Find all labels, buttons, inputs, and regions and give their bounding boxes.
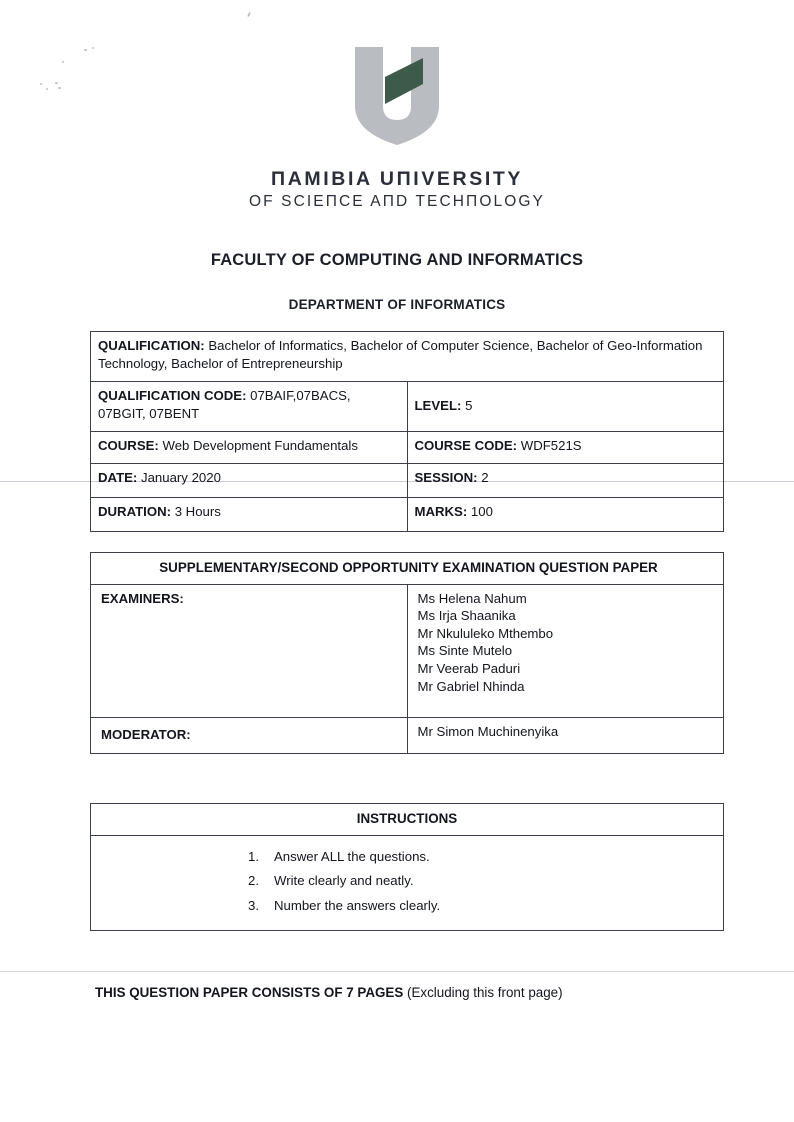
marks-label: MARKS: bbox=[414, 504, 468, 519]
list-item bbox=[98, 869, 716, 894]
list-item: Mr Gabriel Nhinda bbox=[417, 678, 525, 694]
table-row bbox=[91, 382, 724, 432]
qualification-value: Bachelor of Informatics, Bachelor of Computer Science, Bachelor of Geo-Information Technology, Bachelor of Entrepreneurship bbox=[98, 338, 703, 371]
marks-cell bbox=[407, 498, 724, 532]
course-label: COURSE: bbox=[98, 438, 159, 453]
duration-label: DURATION: bbox=[98, 504, 172, 519]
moderator-label: MODERATOR: bbox=[91, 718, 408, 754]
qualification-label: QUALIFICATION: bbox=[98, 338, 205, 353]
duration-cell bbox=[91, 498, 408, 532]
list-item bbox=[98, 845, 716, 870]
instruction-number: 1. bbox=[248, 848, 259, 864]
instructions-table bbox=[90, 803, 724, 931]
department-title: DEPARTMENT OF INFORMATICS bbox=[288, 297, 506, 312]
scan-speck bbox=[247, 12, 251, 17]
course-code-cell bbox=[407, 432, 724, 464]
list-item: Ms Sinte Mutelo bbox=[417, 643, 513, 659]
instruction-text: Write clearly and neatly. bbox=[274, 873, 414, 889]
instructions-list bbox=[98, 845, 716, 919]
level-cell bbox=[407, 382, 724, 432]
marks-value: 100 bbox=[470, 504, 493, 519]
level-value: 5 bbox=[465, 398, 473, 414]
session-label: SESSION: bbox=[414, 470, 478, 485]
session-cell bbox=[407, 464, 724, 498]
course-code-value: WDF521S bbox=[520, 438, 582, 453]
scanner-streak-line bbox=[0, 971, 794, 972]
qualification-code-value: 07BAIF,07BACS, 07BGIT, 07BENT bbox=[98, 388, 351, 421]
list-item bbox=[98, 894, 716, 919]
institution-name-line1: ΠAMIBIA UΠIVERSITY bbox=[271, 168, 523, 190]
page-count-normal: (Excluding this front page) bbox=[403, 985, 563, 1000]
table-row bbox=[91, 718, 724, 754]
instruction-number: 3. bbox=[248, 897, 259, 913]
qualification-table bbox=[90, 331, 724, 532]
qualification-code-label: QUALIFICATION CODE: bbox=[98, 388, 247, 403]
exam-paper-header: SUPPLEMENTARY/SECOND OPPORTUNITY EXAMINATION QUESTION PAPER bbox=[91, 553, 724, 585]
table-row bbox=[91, 464, 724, 498]
instruction-text: Number the answers clearly. bbox=[274, 897, 441, 913]
instruction-text: Answer ALL the questions. bbox=[274, 848, 430, 864]
list-item: Ms Helena Nahum bbox=[417, 590, 527, 606]
qualification-cell bbox=[91, 332, 724, 382]
table-row bbox=[91, 553, 724, 585]
faculty-title: FACULTY OF COMPUTING AND INFORMATICS bbox=[210, 251, 584, 269]
instruction-number: 2. bbox=[248, 873, 259, 889]
list-item: Mr Nkululeko Mthembo bbox=[417, 625, 554, 641]
date-value: January 2020 bbox=[140, 470, 221, 485]
examiners-label: EXAMINERS: bbox=[91, 584, 408, 717]
course-cell bbox=[91, 432, 408, 464]
table-row bbox=[91, 835, 724, 930]
table-row bbox=[91, 432, 724, 464]
table-row bbox=[91, 332, 724, 382]
table-row bbox=[91, 498, 724, 532]
institution-name-line2: OF SCIEΠCE AΠD TECHΠOLOGY bbox=[249, 193, 545, 210]
examiners-list bbox=[407, 584, 724, 717]
table-row bbox=[91, 804, 724, 836]
table-row bbox=[91, 584, 724, 717]
date-label: DATE: bbox=[98, 470, 138, 485]
session-value: 2 bbox=[481, 470, 489, 485]
list-item: Mr Veerab Paduri bbox=[417, 661, 521, 677]
moderator-name: Mr Simon Muchinenyika bbox=[407, 718, 724, 754]
instructions-header: INSTRUCTIONS bbox=[91, 804, 724, 836]
duration-value: 3 Hours bbox=[174, 504, 221, 519]
page-count-strong: THIS QUESTION PAPER CONSISTS OF 7 PAGES bbox=[95, 985, 404, 1000]
list-item: Ms Irja Shaanika bbox=[417, 608, 516, 624]
course-value: Web Development Fundamentals bbox=[162, 438, 358, 453]
page-count-note bbox=[95, 985, 563, 1000]
nust-logo bbox=[0, 44, 794, 153]
date-cell bbox=[91, 464, 408, 498]
level-label: LEVEL: bbox=[414, 398, 462, 414]
course-code-label: COURSE CODE: bbox=[414, 438, 518, 453]
qualification-code-cell bbox=[91, 382, 408, 432]
instructions-body bbox=[91, 835, 724, 930]
nust-shield-logo-icon bbox=[351, 44, 443, 148]
examiners-table bbox=[90, 552, 724, 754]
